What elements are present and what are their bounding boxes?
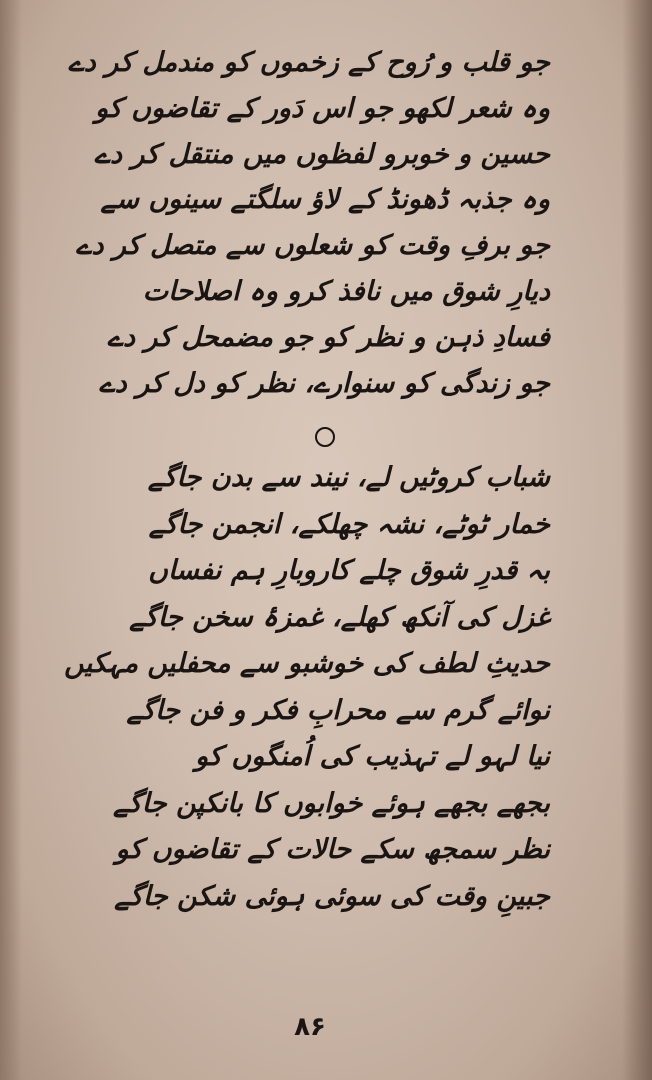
verse-line: جو زندگی کو سنوارے، نظر کو دل کر دے bbox=[98, 367, 550, 399]
verse-line: خمار ٹوٹے، نشہ چھلکے، انجمن جاگے bbox=[148, 508, 550, 540]
verse-line: نظر سمجھ سکے حالات کے تقاضوں کو bbox=[115, 834, 550, 865]
verse-line: غزل کی آنکھ کھلے، غمزۂ سخن جاگے bbox=[129, 601, 550, 633]
verse-line: جبینِ وقت کی سوئی ہوئی شکن جاگے bbox=[114, 880, 550, 912]
verse-line: شباب کروٹیں لے، نیند سے بدن جاگے bbox=[147, 462, 550, 493]
verse-line: حسین و خوبرو لفظوں میں منتقل کر دے bbox=[94, 138, 550, 170]
verse-line: وہ جذبہ ڈھونڈ کے لاؤ سلگتے سینوں سے bbox=[100, 184, 550, 216]
verse-line: دیارِ شوق میں نافذ کرو وہ اصلاحات bbox=[142, 275, 550, 307]
verse-line: حدیثِ لطف کی خوشبو سے محفلیں مہکیں bbox=[64, 648, 550, 679]
verse-line: بجھے بجھے ہوئے خوابوں کا بانکپن جاگے bbox=[113, 787, 550, 819]
stanza-1 bbox=[67, 40, 550, 406]
verse-line: جو قلب و رُوح کے زخموں کو مندمل کر دے bbox=[67, 47, 550, 78]
verse-line: بہ قدرِ شوق چلے کاروبارِ ہم نفساں bbox=[148, 555, 550, 586]
verse-line: جو برفِ وقت کو شعلوں سے متصل کر دے bbox=[75, 230, 550, 262]
page-number: ۸۶ bbox=[294, 1012, 326, 1042]
verse-line: نیا لہو لے تہذیب کی اُمنگوں کو bbox=[195, 741, 550, 772]
stanza-2 bbox=[64, 455, 550, 920]
verse-line: فسادِ ذہن و نظر کو جو مضمحل کر دے bbox=[107, 321, 550, 353]
verse-line: نوائے گرم سے محرابِ فکر و فن جاگے bbox=[126, 694, 550, 726]
stanza-divider-circle bbox=[315, 427, 335, 447]
verse-line: وہ شعر لکھو جو اس دَور کے تقاضوں کو bbox=[95, 92, 550, 124]
